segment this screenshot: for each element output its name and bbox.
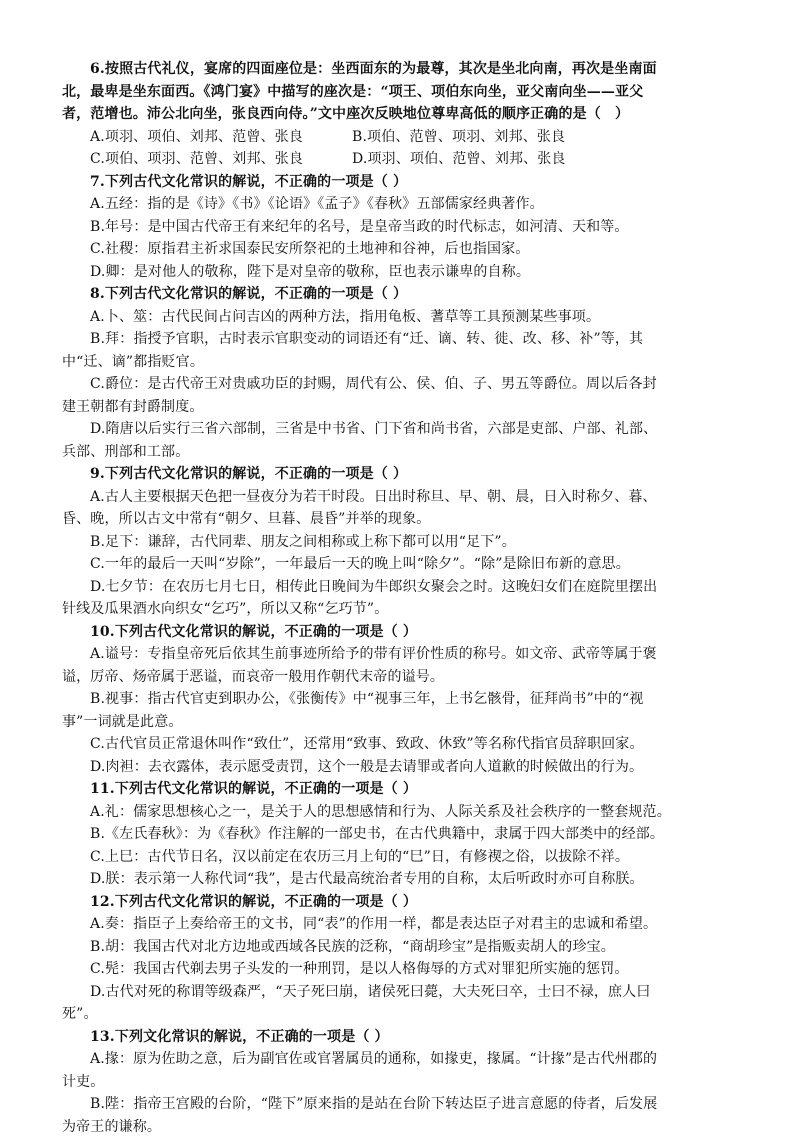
q7-option-d: D.卿：是对他人的敬称，陛下是对皇帝的敬称，臣也表示谦卑的自称。 xyxy=(62,261,740,284)
q10-option-a-line2: 谥，厉帝、炀帝属于恶谥，而哀帝一般用作朝代末帝的谥号。 xyxy=(62,666,740,689)
q11-option-b: B.《左氏春秋》：为《春秋》作注解的一部史书，在古代典籍中，隶属于四大部类中的经部。 xyxy=(62,823,740,846)
q12-option-d-line1: D.古代对死的称谓等级森严，“天子死曰崩，诸侯死曰薨，大夫死曰卒，士曰不禄，庶人曰 xyxy=(62,981,740,1004)
q9-option-d-line1: D.七夕节：在农历七月七日，相传此日晚间为牛郎织女聚会之时。这晚妇女们在庭院里摆出 xyxy=(62,576,740,599)
question-content xyxy=(62,58,740,1138)
q9-option-c: C.一年的最后一天叫“岁除”，一年最后一天的晚上叫“除夕”。“除”是除旧布新的意思。 xyxy=(62,553,740,576)
q7-stem: 7.下列古代文化常识的解说，不正确的一项是（ ） xyxy=(62,171,740,194)
q8-option-d-line2: 兵部、刑部和工部。 xyxy=(62,441,740,464)
q10-option-c: C.古代官员正常退休叫作“致仕”，还常用“致事、致政、休致”等名称代指官员辞职回家。 xyxy=(62,733,740,756)
q12-option-b: B.胡：我国古代对北方边地或西域各民族的泛称，“商胡珍宝”是指贩卖胡人的珍宝。 xyxy=(62,936,740,959)
q6-stem-line2: 北，最卑是坐东面西。《鸿门宴》中描写的座次是：“项王、项伯东向坐，亚父南向坐——亚父 xyxy=(62,81,740,104)
q8-option-c-line1: C.爵位：是古代帝王对贵戚功臣的封赐，周代有公、侯、伯、子、男五等爵位。周以后各封 xyxy=(62,373,740,396)
q11-stem: 11.下列古代文化常识的解说，不正确的一项是（ ） xyxy=(62,778,740,801)
q13-stem: 13.下列文化常识的解说，不正确的一项是（ ） xyxy=(62,1026,740,1049)
q12-option-a: A.奏：指臣子上奏给帝王的文书，同“表”的作用一样，都是表达臣子对君主的忠诚和希望。 xyxy=(62,913,740,936)
q7-option-a: A.五经：指的是《诗》《书》《论语》《孟子》《春秋》五部儒家经典著作。 xyxy=(62,193,740,216)
q9-option-a-line1: A.古人主要根据天色把一昼夜分为若干时段。日出时称旦、早、朝、晨，日入时称夕、暮、 xyxy=(62,486,740,509)
q9-stem: 9.下列古代文化常识的解说，不正确的一项是（ ） xyxy=(62,463,740,486)
q10-option-d: D.肉袒：去衣露体，表示愿受责罚，这个一般是去请罪或者向人道歉的时候做出的行为。 xyxy=(62,756,740,779)
q8-stem: 8.下列古代文化常识的解说，不正确的一项是（ ） xyxy=(62,283,740,306)
q10-option-a-line1: A.谥号：专指皇帝死后依其生前事迹所给予的带有评价性质的称号。如文帝、武帝等属于褒 xyxy=(62,643,740,666)
q11-option-a: A.礼：儒家思想核心之一，是关于人的思想感情和行为、人际关系及社会秩序的一整套规范。 xyxy=(62,801,740,824)
q11-option-c: C.上巳：古代节日名，汉以前定在农历三月上旬的“巳”日，有修禊之俗，以拔除不祥。 xyxy=(62,846,740,869)
q9-option-a-line2: 昏、晚，所以古文中常有“朝夕、旦暮、晨昏”并举的现象。 xyxy=(62,508,740,531)
q6-options-row1 xyxy=(62,126,740,149)
q8-option-a: A.卜、筮：古代民间占问吉凶的两种方法，指用龟板、蓍草等工具预测某些事项。 xyxy=(62,306,740,329)
q13-option-b-line2: 为帝王的谦称。 xyxy=(62,1116,740,1138)
q6-option-a: A.项羽、项伯、刘邦、范曾、张良 xyxy=(90,126,352,149)
q13-option-b-line1: B.陛：指帝王宫殿的台阶，“陛下”原来指的是站在台阶下转达臣子进言意愿的侍者，后发展 xyxy=(62,1093,740,1116)
q6-stem-line1: 6.按照古代礼仪，宴席的四面座位是：坐西面东的为最尊，其次是坐北向南，再次是坐南面 xyxy=(62,58,740,81)
q7-option-c: C.社稷：原指君主祈求国泰民安所祭祀的土地神和谷神，后也指国家。 xyxy=(62,238,740,261)
q12-option-d-line2: 死”。 xyxy=(62,1003,740,1026)
q8-option-c-line2: 建王朝都有封爵制度。 xyxy=(62,396,740,419)
q13-option-a-line1: A.掾：原为佐助之意，后为副官佐或官署属员的通称，如掾吏，掾属。“计掾”是古代州郡的 xyxy=(62,1048,740,1071)
q10-stem: 10.下列古代文化常识的解说，不正确的一项是（ ） xyxy=(62,621,740,644)
q6-options-row2 xyxy=(62,148,740,171)
q11-option-d: D.朕：表示第一人称代词“我”，是古代最高统治者专用的自称，太后听政时亦可自称朕。 xyxy=(62,868,740,891)
q6-option-b: B.项伯、范曾、项羽、刘邦、张良 xyxy=(352,126,565,149)
q13-option-a-line2: 计吏。 xyxy=(62,1071,740,1094)
q8-option-b-line1: B.拜：指授予官职，古时表示官职变动的词语还有“迁、谪、转、徙、改、移、补”等，其 xyxy=(62,328,740,351)
q9-option-b: B.足下：谦辞，古代同辈、朋友之间相称或上称下都可以用“足下”。 xyxy=(62,531,740,554)
q10-option-b-line1: B.视事：指古代官吏到职办公，《张衡传》中“视事三年，上书乞骸骨，征拜尚书”中的“视 xyxy=(62,688,740,711)
q8-option-d-line1: D.隋唐以后实行三省六部制，三省是中书省、门下省和尚书省，六部是吏部、户部、礼部、 xyxy=(62,418,740,441)
q6-option-c: C.项伯、项羽、范曾、刘邦、张良 xyxy=(90,148,352,171)
q9-option-d-line2: 针线及瓜果酒水向织女“乞巧”，所以又称“乞巧节”。 xyxy=(62,598,740,621)
q12-option-c: C.髡：我国古代剃去男子头发的一种刑罚，是以人格侮辱的方式对罪犯所实施的惩罚。 xyxy=(62,958,740,981)
q6-stem-line3: 者，范增也。沛公北向坐，张良西向侍。”文中座次反映地位尊卑高低的顺序正确的是（ ） xyxy=(62,103,740,126)
q6-option-d: D.项羽、项伯、范曾、刘邦、张良 xyxy=(352,148,566,171)
q8-option-b-line2: 中“迁、谪”都指贬官。 xyxy=(62,351,740,374)
q7-option-b: B.年号：是中国古代帝王有来纪年的名号，是皇帝当政的时代标志，如河清、天和等。 xyxy=(62,216,740,239)
q10-option-b-line2: 事”一词就是此意。 xyxy=(62,711,740,734)
q12-stem: 12.下列古代文化常识的解说，不正确的一项是（ ） xyxy=(62,891,740,914)
